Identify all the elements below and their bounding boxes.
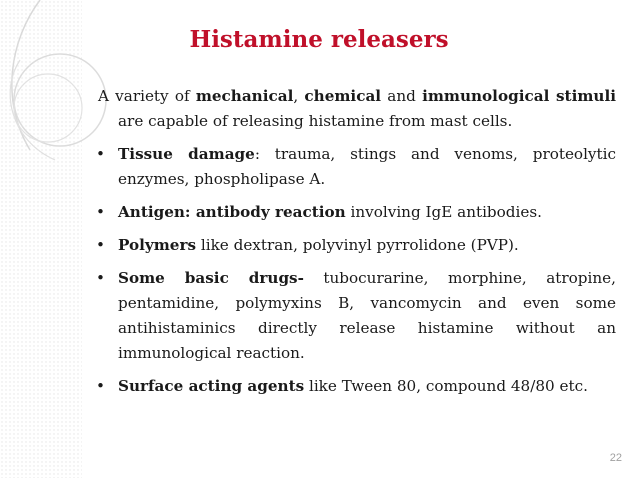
- bullet-icon: •: [96, 203, 105, 221]
- intro-paragraph: [98, 84, 616, 134]
- bullet-line: pentamidine, polymyxins B, vancomycin and even some: [118, 294, 616, 312]
- bullet-item-polymers: [98, 233, 616, 258]
- intro-text: are capable of releasing histamine from mast cells.: [118, 112, 513, 130]
- bullet-item-surface-acting-agents: [98, 374, 616, 399]
- bullet-text: like Tween 80, compound 48/80 etc.: [304, 377, 588, 395]
- intro-bold-mechanical: mechanical: [195, 87, 294, 105]
- bullet-text: tubocurarine, morphine, atropine,: [323, 269, 616, 287]
- bullet-icon: •: [96, 269, 105, 287]
- bullet-bold: Antigen: antibody reaction: [118, 203, 346, 221]
- bullet-icon: •: [96, 236, 105, 254]
- bullet-line: [118, 266, 616, 291]
- bullet-item-basic-drugs: [98, 266, 616, 366]
- bullet-icon: •: [96, 377, 105, 395]
- intro-bold-immunological: immunological stimuli: [422, 87, 616, 105]
- slide-title: Histamine releasers: [189, 26, 449, 53]
- intro-text: A variety of: [98, 87, 196, 105]
- bullet-line: immunological reaction.: [118, 344, 305, 362]
- bullet-list: [98, 142, 616, 399]
- bullet-item-antigen-antibody: [98, 200, 616, 225]
- bullet-text: like dextran, polyvinyl pyrrolidone (PVP).: [196, 236, 519, 254]
- bullet-bold: Tissue damage: [118, 145, 255, 163]
- bullet-icon: •: [96, 145, 105, 163]
- bullet-item-tissue-damage: [98, 142, 616, 192]
- page-number: 22: [609, 452, 622, 464]
- bullet-bold: Surface acting agents: [118, 377, 305, 395]
- slide-body: [98, 84, 616, 407]
- bullet-bold: Polymers: [118, 236, 197, 254]
- intro-bold-chemical: chemical: [304, 87, 382, 105]
- intro-text: ,: [293, 87, 305, 105]
- bullet-line: antihistaminics directly release histamine without an: [118, 319, 616, 337]
- bullet-text: : trauma, stings and venoms, proteolytic enzymes, phospholipase A.: [118, 145, 616, 188]
- bullet-bold: Some basic drugs-: [118, 269, 304, 287]
- intro-text: and: [381, 87, 423, 105]
- bullet-text: involving IgE antibodies.: [345, 203, 542, 221]
